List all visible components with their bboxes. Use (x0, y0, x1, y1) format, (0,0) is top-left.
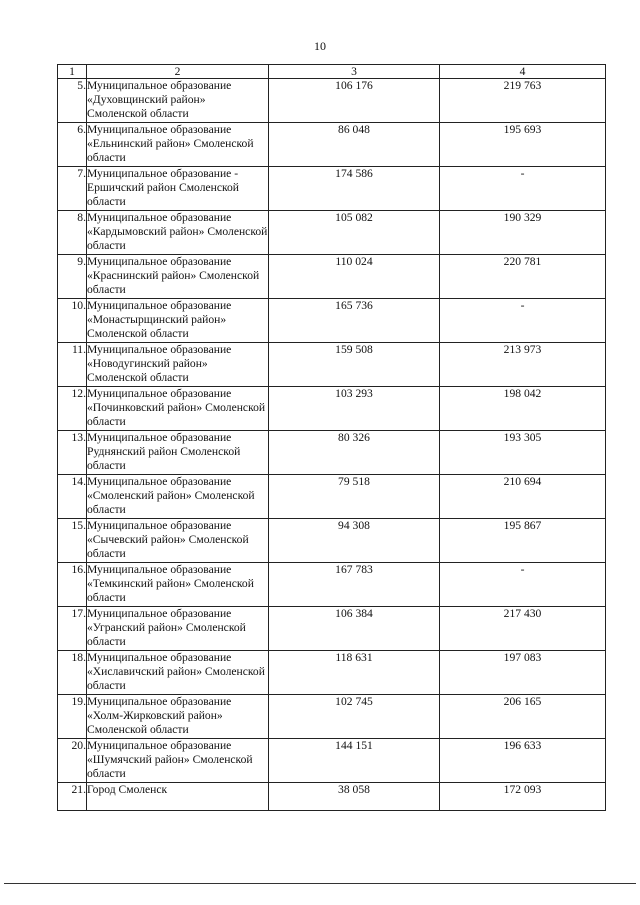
row-number: 6. (58, 123, 87, 167)
value-col-3: 79 518 (269, 475, 440, 519)
table-row (58, 343, 606, 387)
value-col-4: 197 083 (440, 651, 606, 695)
table-row (58, 783, 606, 811)
municipality-name: Муниципальное образование «Краснинский район» Смоленской области (87, 255, 269, 299)
row-number: 16. (58, 563, 87, 607)
value-col-4: - (440, 167, 606, 211)
row-number: 12. (58, 387, 87, 431)
municipality-name: Муниципальное образование «Монастырщинский район» Смоленской области (87, 299, 269, 343)
value-col-3: 80 326 (269, 431, 440, 475)
table-row (58, 431, 606, 475)
row-number: 7. (58, 167, 87, 211)
data-table (57, 64, 606, 811)
municipality-name: Муниципальное образование «Ельнинский район» Смоленской области (87, 123, 269, 167)
value-col-3: 159 508 (269, 343, 440, 387)
value-col-4: 206 165 (440, 695, 606, 739)
row-number: 10. (58, 299, 87, 343)
municipality-name: Муниципальное образование «Смоленский район» Смоленской области (87, 475, 269, 519)
row-number: 20. (58, 739, 87, 783)
header-col-4: 4 (440, 65, 606, 79)
table-row (58, 255, 606, 299)
municipality-name: Муниципальное образование «Шумячский район» Смоленской области (87, 739, 269, 783)
row-number: 13. (58, 431, 87, 475)
municipality-name: Муниципальное образование «Кардымовский район» Смоленской области (87, 211, 269, 255)
row-number: 18. (58, 651, 87, 695)
row-number: 14. (58, 475, 87, 519)
table-row (58, 167, 606, 211)
value-col-4: - (440, 563, 606, 607)
municipality-name: Муниципальное образование «Темкинский район» Смоленской области (87, 563, 269, 607)
value-col-4: 195 867 (440, 519, 606, 563)
table-row (58, 211, 606, 255)
table-body (58, 79, 606, 811)
municipality-name: Город Смоленск (87, 783, 269, 811)
table-row (58, 387, 606, 431)
value-col-3: 105 082 (269, 211, 440, 255)
value-col-3: 144 151 (269, 739, 440, 783)
value-col-3: 106 384 (269, 607, 440, 651)
value-col-4: 172 093 (440, 783, 606, 811)
value-col-4: 193 305 (440, 431, 606, 475)
row-number: 9. (58, 255, 87, 299)
table-row (58, 739, 606, 783)
municipality-name: Муниципальное образование - Ершичский район Смоленской области (87, 167, 269, 211)
municipality-name: Муниципальное образование «Починковский район» Смоленской области (87, 387, 269, 431)
row-number: 15. (58, 519, 87, 563)
table-row (58, 475, 606, 519)
table-row (58, 651, 606, 695)
row-number: 8. (58, 211, 87, 255)
municipality-name: Муниципальное образование «Угранский район» Смоленской области (87, 607, 269, 651)
municipality-name: Муниципальное образование «Духовщинский район» Смоленской области (87, 79, 269, 123)
header-row (58, 65, 606, 79)
table-row (58, 79, 606, 123)
municipality-name: Муниципальное образование «Сычевский район» Смоленской области (87, 519, 269, 563)
value-col-4: 217 430 (440, 607, 606, 651)
value-col-3: 38 058 (269, 783, 440, 811)
value-col-3: 86 048 (269, 123, 440, 167)
municipality-name: Муниципальное образование Руднянский район Смоленской области (87, 431, 269, 475)
header-col-2: 2 (87, 65, 269, 79)
value-col-3: 165 736 (269, 299, 440, 343)
row-number: 19. (58, 695, 87, 739)
table-row (58, 695, 606, 739)
table-row (58, 563, 606, 607)
row-number: 17. (58, 607, 87, 651)
value-col-4: - (440, 299, 606, 343)
table-header (58, 65, 606, 79)
table-row (58, 299, 606, 343)
table-row (58, 607, 606, 651)
value-col-4: 220 781 (440, 255, 606, 299)
row-number: 5. (58, 79, 87, 123)
table-row (58, 123, 606, 167)
value-col-3: 118 631 (269, 651, 440, 695)
header-col-1: 1 (58, 65, 87, 79)
municipality-name: Муниципальное образование «Холм-Жирковский район» Смоленской области (87, 695, 269, 739)
value-col-4: 195 693 (440, 123, 606, 167)
value-col-4: 198 042 (440, 387, 606, 431)
value-col-3: 167 783 (269, 563, 440, 607)
value-col-3: 102 745 (269, 695, 440, 739)
row-number: 11. (58, 343, 87, 387)
value-col-4: 210 694 (440, 475, 606, 519)
value-col-4: 219 763 (440, 79, 606, 123)
table-row (58, 519, 606, 563)
municipality-name: Муниципальное образование «Новодугинский район» Смоленской области (87, 343, 269, 387)
value-col-3: 106 176 (269, 79, 440, 123)
value-col-4: 213 973 (440, 343, 606, 387)
value-col-3: 94 308 (269, 519, 440, 563)
value-col-3: 110 024 (269, 255, 440, 299)
municipality-name: Муниципальное образование «Хиславичский район» Смоленской области (87, 651, 269, 695)
value-col-3: 174 586 (269, 167, 440, 211)
header-col-3: 3 (269, 65, 440, 79)
row-number: 21. (58, 783, 87, 811)
value-col-4: 196 633 (440, 739, 606, 783)
value-col-4: 190 329 (440, 211, 606, 255)
value-col-3: 103 293 (269, 387, 440, 431)
page-number: 10 (314, 39, 326, 53)
bottom-divider (4, 883, 636, 884)
